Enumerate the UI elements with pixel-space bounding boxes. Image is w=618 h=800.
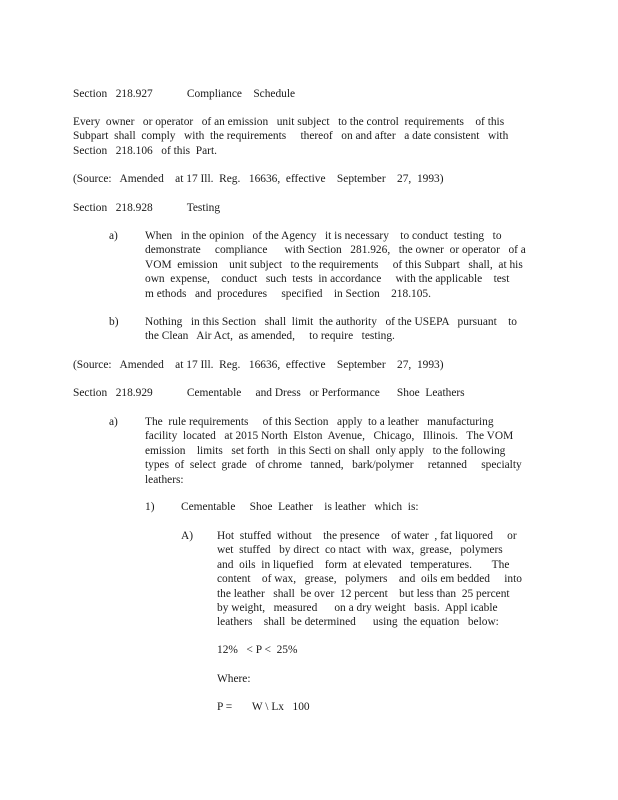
source-note: (Source: Amended at 17 Ill. Reg. 16636, effective September 27, 1993) [73,359,444,371]
subsection-a-label: a) [109,230,118,242]
body-line: Nothing in this Section shall limit the authority of the USEPA pursuant to [145,316,517,328]
body-line: and oils in liquefied form at elevated temperatures. The [217,558,510,571]
section-927-heading [73,87,295,101]
section-heading-text: Section 218.928 Testing [73,202,221,214]
subsection-a-label: a) [109,416,118,428]
body-line: m ethods and procedures specified in Section 218.105. [145,287,431,300]
body-line: leathers: [145,473,184,486]
item-1 [181,500,419,514]
body-line: by weight, measured on a dry weight basis. Appl icable [217,602,498,615]
section-929-subsection-a [145,415,522,487]
section-927-source [73,172,444,186]
body-line: content of wax, grease, polymers and oils em bedded into [217,573,522,586]
section-928-source [73,358,444,372]
section-928-subsection-a [145,229,526,301]
section-heading-text: Section 218.929 Cementable and Dress or Performance Shoe Leathers [73,387,465,399]
item-A-label: A) [181,530,194,542]
body-line: VOM emission unit subject to the requirements of this Subpart shall, at his [145,258,523,271]
body-line: Cementable Shoe Leather is leather which is: [181,501,419,513]
where-text: Where: [217,673,251,685]
section-927-body [73,115,508,158]
formula-range [217,643,297,657]
body-line: When in the opinion of the Agency it is necessary to conduct testing to [145,230,502,242]
subsection-b-label: b) [109,316,119,328]
item-A [217,529,522,630]
body-line: Hot stuffed without the presence of water , fat liquored or [217,530,517,542]
where-label [217,672,251,686]
formula-text: P = W \ Lx 100 [217,701,310,713]
section-928-heading [73,201,220,215]
body-line: demonstrate compliance with Section 281.926, the owner or operator of a [145,244,526,257]
section-heading-text: Section 218.927 Compliance Schedule [73,88,296,100]
source-note: (Source: Amended at 17 Ill. Reg. 16636, effective September 27, 1993) [73,173,444,185]
body-line: The rule requirements of this Section apply to a leather manufacturing [145,416,494,428]
body-line: the Clean Air Act, as amended, to require testing. [145,330,395,343]
body-line: Every owner or operator of an emission unit subject to the control requirements of this [73,116,505,128]
item-1-label: 1) [145,501,155,513]
section-928-subsection-b [145,315,517,344]
body-line: leathers shall be determined using the equation below: [217,616,499,629]
formula-p [217,700,310,714]
body-line: Subpart shall comply with the requirements thereof on and after a date consistent with [73,130,509,143]
body-line: own expense, conduct such tests in accordance with the applicable test [145,273,510,286]
body-line: wet stuffed by direct co ntact with wax, grease, polymers [217,544,503,557]
section-929-heading [73,386,465,400]
formula-text: 12% < P < 25% [217,644,298,656]
body-line: the leather shall be over 12 percent but less than 25 percent [217,587,510,600]
body-line: emission limits set forth in this Secti on shall only apply to the following [145,444,506,457]
body-line: types of select grade of chrome tanned, bark/polymer retanned specialty [145,459,522,472]
body-line: Section 218.106 of this Part. [73,144,217,157]
body-line: facility located at 2015 North Elston Avenue, Chicago, Illinois. The VOM [145,430,514,443]
